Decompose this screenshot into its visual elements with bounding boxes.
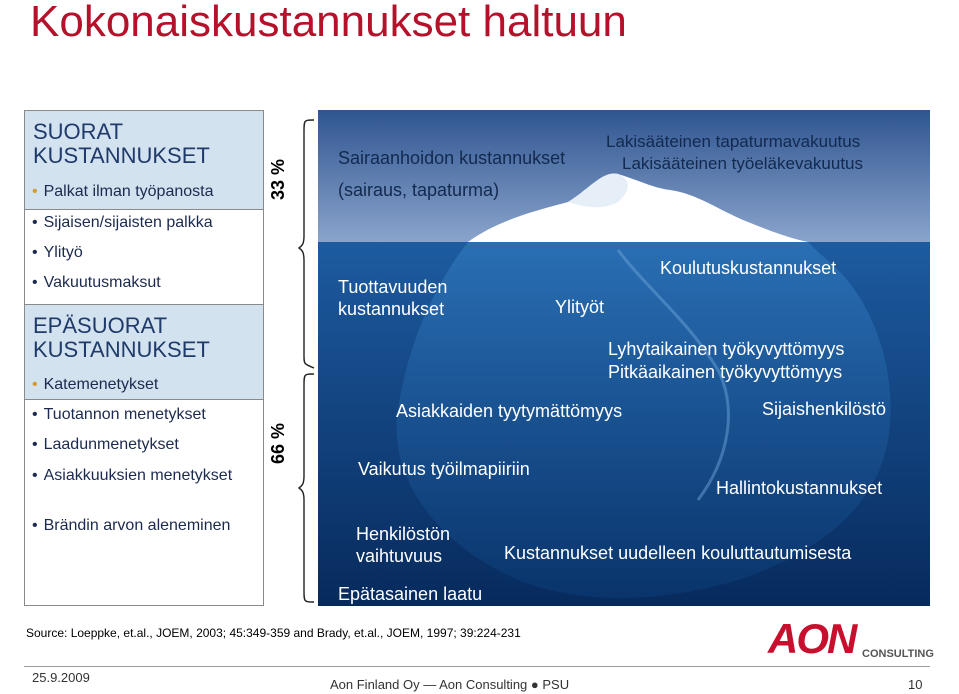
- ice-label-tuottavuus: Tuottavuuden kustannukset: [338, 277, 448, 319]
- page-number: 10: [908, 677, 923, 692]
- bullet-icon: •: [32, 183, 38, 200]
- footer-date: 25.9.2009: [32, 670, 90, 685]
- footer-divider: [24, 666, 930, 667]
- bullet-icon: •: [32, 244, 38, 261]
- logo-word: AON: [768, 615, 856, 662]
- list-item: • Ylityö: [32, 244, 83, 261]
- aon-logo: [768, 615, 934, 662]
- ice-label-epatasainen: Epätasainen laatu: [338, 584, 483, 604]
- list-item: • Palkat ilman työpanosta: [32, 183, 214, 200]
- ice-label-lakisaat2: Lakisääteinen työeläkevakuutus: [622, 154, 863, 173]
- ice-label-asiakas: Asiakkaiden tyytymättömyys: [396, 401, 623, 421]
- ice-label-kustannukset-uudelleen: Kustannukset uudelleen kouluttautumisesta: [504, 543, 852, 563]
- bullet-icon: •: [32, 436, 38, 453]
- ice-label-sijais: Sijaishenkilöstö: [762, 399, 887, 419]
- bullet-icon: •: [32, 517, 38, 534]
- logo-subtitle: CONSULTING: [862, 648, 934, 660]
- list-item: • Tuotannon menetykset: [32, 406, 206, 423]
- bullet-icon: •: [32, 376, 38, 393]
- direct-percent-label: 33 %: [268, 158, 288, 200]
- ice-label-hallinto: Hallintokustannukset: [716, 478, 883, 498]
- iceberg-image: [318, 110, 930, 606]
- source-citation: Source: Loeppke, et.al., JOEM, 2003; 45:349-359 and Brady, et.al., JOEM, 1997; 39:224-231: [26, 626, 521, 640]
- direct-costs-heading: SUORAT KUSTANNUKSET: [33, 119, 210, 168]
- ice-label-pitka: Pitkäaikainen työkyvyttömyys: [608, 362, 843, 382]
- ice-label-koulutus: Koulutuskustannukset: [660, 258, 837, 278]
- ice-label-vaikutus: Vaikutus työilmapiiriin: [358, 459, 530, 479]
- list-item: • Brändin arvon aleneminen: [32, 517, 231, 534]
- bullet-icon: •: [32, 274, 38, 291]
- indirect-percent-label: 66 %: [268, 422, 288, 464]
- list-item: • Asiakkuuksien menetykset: [32, 467, 233, 484]
- list-item: • Katemenetykset: [32, 376, 159, 393]
- ice-label-sairaus: (sairaus, tapaturma): [338, 180, 500, 200]
- bullet-icon: •: [32, 214, 38, 231]
- ice-label-henkilosto: Henkilöstön vaihtuvuus: [356, 524, 451, 566]
- indirect-costs-heading: EPÄSUORAT KUSTANNUKSET: [33, 313, 210, 362]
- brace-icon: [298, 118, 318, 604]
- bullet-icon: •: [32, 406, 38, 423]
- ice-label-lyhyt: Lyhytaikainen työkyvyttömyys: [608, 339, 845, 359]
- list-item: • Sijaisen/sijaisten palkka: [32, 214, 213, 231]
- ice-label-ylityot: Ylityöt: [555, 297, 605, 317]
- page-title: Kokonaiskustannukset haltuun: [30, 0, 627, 46]
- bullet-icon: •: [32, 467, 38, 484]
- ice-label-sairaanhoito: Sairaanhoidon kustannukset: [338, 148, 566, 168]
- list-item: • Laadunmenetykset: [32, 436, 179, 453]
- footer-company: Aon Finland Oy ― Aon Consulting ● PSU: [330, 677, 570, 692]
- list-item: • Vakuutusmaksut: [32, 274, 161, 291]
- ice-label-lakisaat1: Lakisääteinen tapaturmavakuutus: [606, 132, 861, 151]
